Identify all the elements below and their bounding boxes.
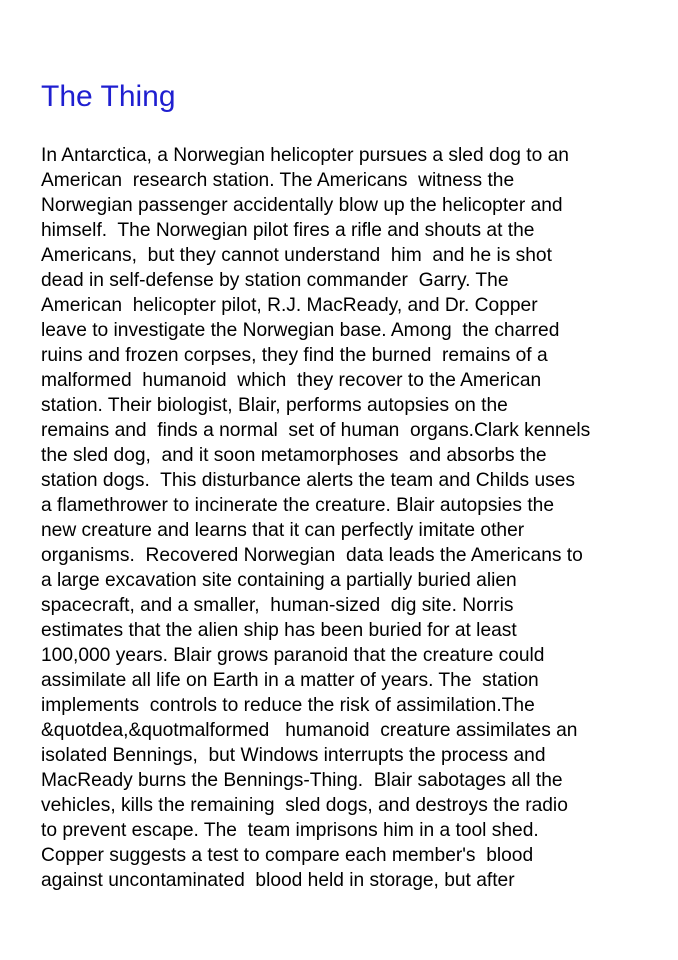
text-line: isolated Bennings, but Windows interrupts the process and — [41, 745, 546, 766]
text-line: against uncontaminated blood held in storage, but after — [41, 870, 515, 891]
text-line: vehicles, kills the remaining sled dogs, and destroys the radio — [41, 795, 568, 816]
text-line: Americans, but they cannot understand him and he is shot — [41, 245, 552, 266]
text-line: assimilate all life on Earth in a matter of years. The station — [41, 670, 539, 691]
document-title: The Thing — [41, 80, 176, 113]
text-line: dead in self-defense by station commander Garry. The — [41, 270, 509, 291]
text-line: a flamethrower to incinerate the creature. Blair autopsies the — [41, 495, 555, 516]
text-line: &quotdea,&quotmalformed humanoid creature assimilates an — [41, 720, 578, 741]
text-line: MacReady burns the Bennings-Thing. Blair sabotages all the — [41, 770, 563, 791]
text-line: American helicopter pilot, R.J. MacReady, and Dr. Copper — [41, 295, 538, 316]
text-line: leave to investigate the Norwegian base. Among the charred — [41, 320, 560, 341]
text-line: organisms. Recovered Norwegian data leads the Americans to — [41, 545, 583, 566]
text-line: himself. The Norwegian pilot fires a rifle and shouts at the — [41, 220, 535, 241]
text-line: the sled dog, and it soon metamorphoses and absorbs the — [41, 445, 547, 466]
text-line: estimates that the alien ship has been buried for at least — [41, 620, 517, 641]
text-line: American research station. The Americans witness the — [41, 170, 515, 191]
text-line: spacecraft, and a smaller, human-sized dig site. Norris — [41, 595, 514, 616]
text-line: station. Their biologist, Blair, performs autopsies on the — [41, 395, 508, 416]
text-line: implements controls to reduce the risk of assimilation.The — [41, 695, 535, 716]
synopsis-paragraph — [41, 143, 641, 893]
text-line: remains and finds a normal set of human organs.Clark kennels — [41, 420, 591, 441]
text-line: Norwegian passenger accidentally blow up the helicopter and — [41, 195, 563, 216]
text-line: 100,000 years. Blair grows paranoid that the creature could — [41, 645, 545, 666]
text-line: Copper suggests a test to compare each member's blood — [41, 845, 534, 866]
text-line: new creature and learns that it can perfectly imitate other — [41, 520, 525, 541]
text-line: to prevent escape. The team imprisons him in a tool shed. — [41, 820, 539, 841]
text-line: ruins and frozen corpses, they find the burned remains of a — [41, 345, 548, 366]
text-line: a large excavation site containing a partially buried alien — [41, 570, 517, 591]
text-line: station dogs. This disturbance alerts the team and Childs uses — [41, 470, 575, 491]
text-line: malformed humanoid which they recover to the American — [41, 370, 542, 391]
text-line: In Antarctica, a Norwegian helicopter pursues a sled dog to an — [41, 145, 569, 166]
